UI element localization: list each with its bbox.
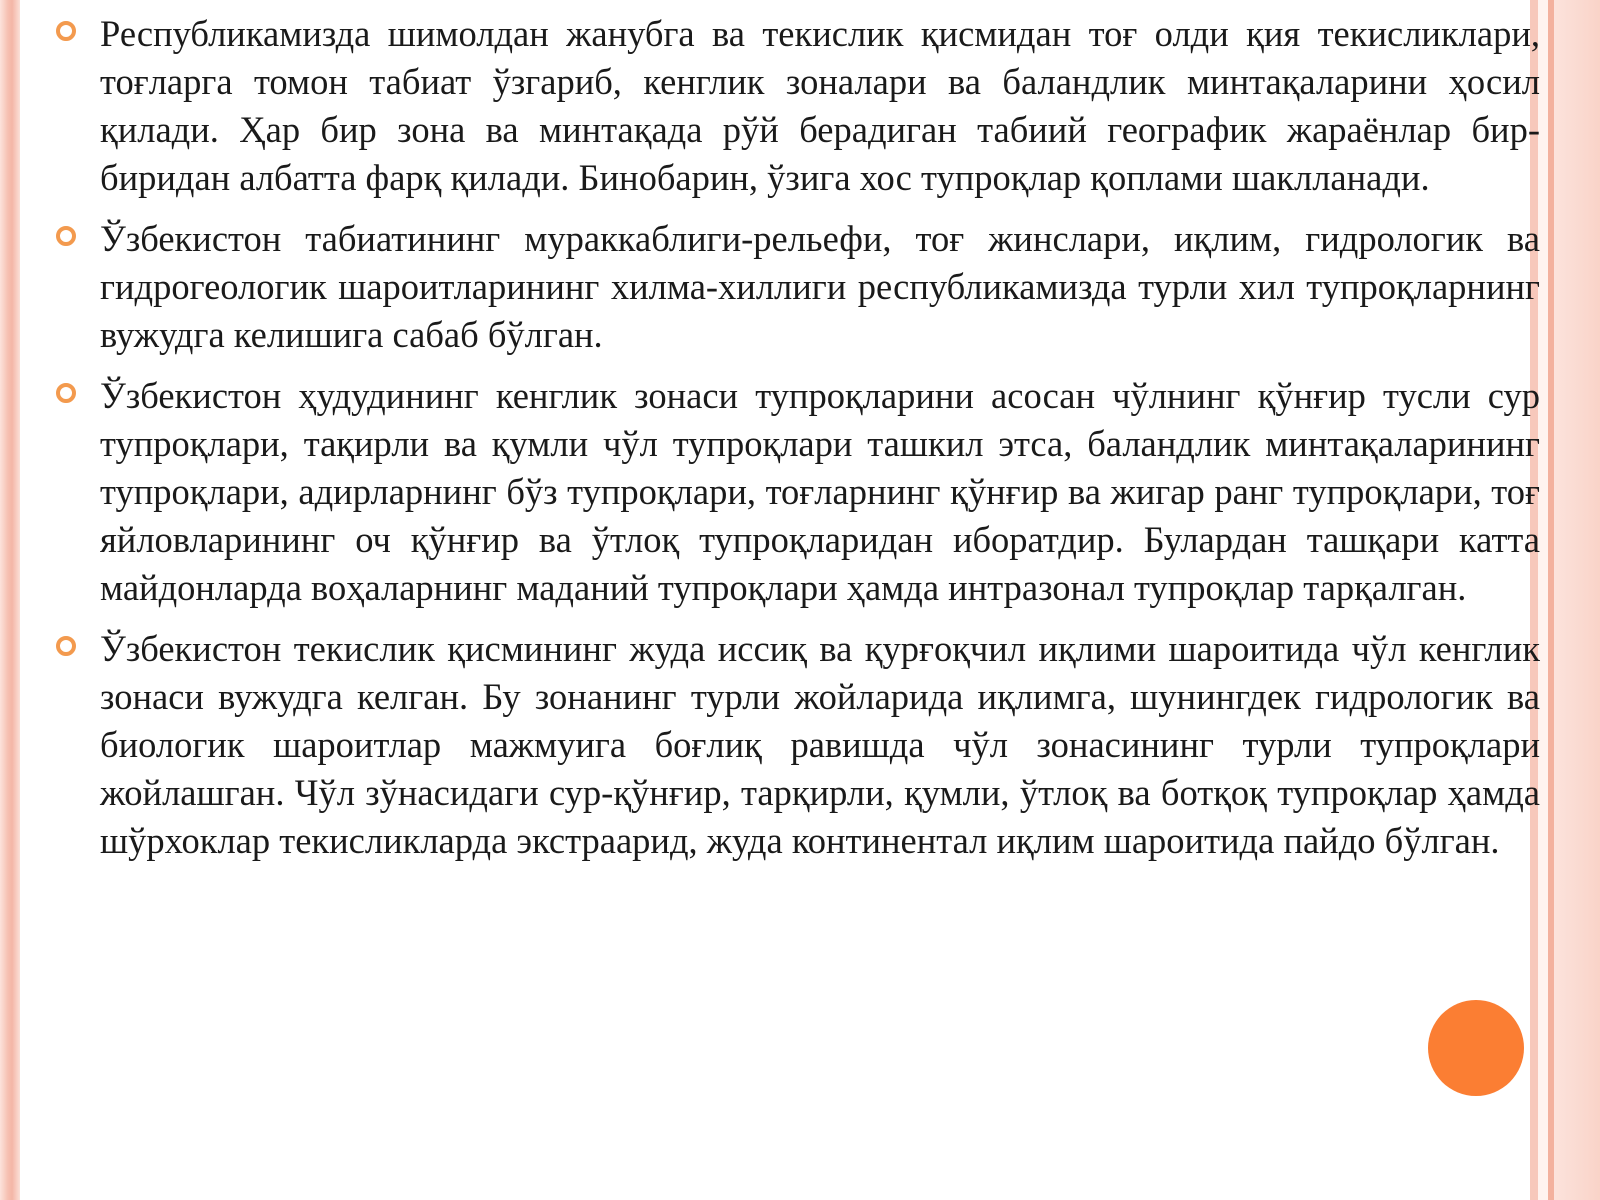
bullet-text: Ўзбекистон табиатининг мураккаблиги-рельефи, тоғ жинслари, иқлим, гидрологик ва гидрогеологик шароитларининг хилма-хиллиги республикамизда турли хил тупроқларнинг вужудга келишига сабаб бўлган.: [100, 218, 1540, 355]
circle-bullet-icon: [56, 226, 76, 246]
frame-stripe: [1554, 0, 1600, 1200]
bullet-text: Ўзбекистон текислик қисмининг жуда иссиқ ва қурғоқчил иқлими шароитида чўл кенглик зонаси вужудга келган. Бу зонанинг турли жойларида иқлимга, шунингдек гидрологик ва биологик шароитлар мажмуига боғлиқ равишда чўл зонасининг турли тупроқлари жойлашган. Чўл зўнасидаги сур-қўнғир, тарқирли, қумли, ўтлоқ ва ботқоқ тупроқлар ҳамда шўрхоклар текисликларда экстраарид, жуда континентал иқлим шароитида пайдо бўлган.: [100, 628, 1540, 861]
decorative-orange-circle: [1428, 1000, 1524, 1096]
bullet-item: [50, 625, 1540, 865]
left-decorative-stripe: [0, 0, 20, 1200]
right-decorative-frame: [1530, 0, 1600, 1200]
bullet-text: Республикамизда шимолдан жанубга ва текислик қисмидан тоғ олди қия текисликлари, тоғларга томон табиат ўзгариб, кенглик зоналари ва баландлик минтақаларини ҳосил қилади. Ҳар бир зона ва минтақада рўй берадиган табиий географик жараёнлар бир-биридан албатта фарқ қилади. Бинобарин, ўзига хос тупроқлар қоплами шаклланади.: [100, 13, 1540, 198]
bullet-item: [50, 215, 1540, 359]
circle-bullet-icon: [56, 383, 76, 403]
bullet-text: Ўзбекистон ҳудудининг кенглик зонаси тупроқларини асосан чўлнинг қўнғир тусли сур тупроқлари, тақирли ва қумли чўл тупроқлари ташкил этса, баландлик минтақаларининг тупроқлари, адирларнинг бўз тупроқлари, тоғларнинг қўнғир ва жигар ранг тупроқлари, тоғ яйловларининг оч қўнғир ва ўтлоқ тупроқларидан иборатдир. Булардан ташқари катта майдонларда воҳаларнинг маданий тупроқлари ҳамда интразонал тупроқлар тарқалган.: [100, 375, 1540, 608]
circle-bullet-icon: [56, 21, 76, 41]
bullet-item: [50, 372, 1540, 612]
bullet-item: [50, 10, 1540, 202]
slide-content: [50, 10, 1540, 878]
circle-bullet-icon: [56, 636, 76, 656]
